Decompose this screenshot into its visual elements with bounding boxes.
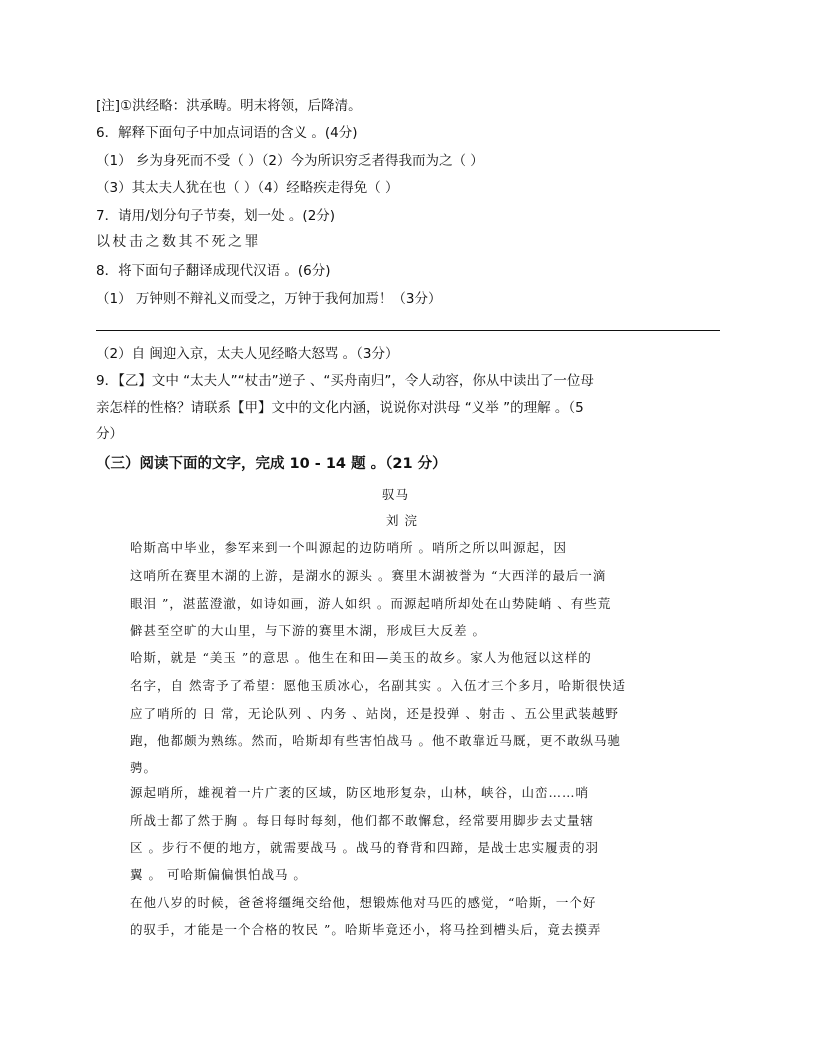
story-paragraph-1-line-2: 这哨所在赛里木湖的上游，是湖水的源头 。赛里木湖被誉为 “大西洋的最后一滴 [130, 568, 607, 583]
answer-line [96, 330, 720, 331]
story-paragraph-1-line-3: 眼泪 ”，湛蓝澄澈，如诗如画，游人如织 。而源起哨所却处在山势陡峭 、有些荒 [130, 596, 612, 611]
story-paragraph-3-line-4: 翼 。 可哈斯偏偏惧怕战马 。 [130, 867, 307, 882]
story-paragraph-3-line-2: 所战士都了然于胸 。每日每时每刻，他们都不敢懈怠，经常要用脚步去丈量辖 [130, 813, 594, 828]
question-8-item-1: （1） 万钟则不辩礼义而受之，万钟于我何加焉！（3分） [96, 291, 442, 307]
story-paragraph-1-line-1: 哈斯高中毕业，参军来到一个叫源起的边防哨所 。哨所之所以叫源起，因 [130, 540, 567, 555]
question-8-item-2: （2）自 闽迎入京，太夫人见经略大怒骂 。（3分） [96, 346, 399, 362]
question-9-line-1: 9．【乙】文中 “太夫人”“杖击”逆子 、“买舟南归”，令人动容，你从中读出了一位母 [96, 373, 594, 389]
story-paragraph-2-line-3: 应了哨所的 日 常，无论队列 、内务 、站岗，还是投弹 、射击 、五公里武装越野 [130, 706, 619, 721]
story-paragraph-4-line-2: 的驭手，才能是一个合格的牧民 ”。哈斯毕竟还小，将马拴到槽头后，竟去摸弄 [130, 922, 602, 937]
question-6-items-3-4: （3）其太夫人犹在也（ ）（4）经略疾走得免（ ） [96, 180, 399, 196]
story-paragraph-3-line-1: 源起哨所，雄视着一片广袤的区域，防区地形复杂，山林，峡谷，山峦……哨 [130, 785, 590, 800]
annotation-note: [注]①洪经略：洪承畴。明末将领，后降清。 [96, 98, 362, 114]
question-6-items-1-2: （1） 乡为身死而不受（ ）（2）今为所识穷乏者得我而为之（ ） [96, 153, 484, 169]
story-paragraph-3-line-3: 区 。步行不便的地方，就需要战马 。战马的脊背和四蹄，是战士忠实履责的羽 [130, 840, 599, 855]
section-3-heading: （三）阅读下面的文字，完成 10 - 14 题 。（21 分） [96, 456, 447, 472]
question-6: 6．解释下面句子中加点词语的含义 。(4分) [96, 125, 358, 141]
story-paragraph-4-line-1: 在他八岁的时候，爸爸将缰绳交给他，想锻炼他对马匹的感觉，“哈斯，一个好 [130, 895, 597, 910]
question-7: 7．请用/划分句子节奏，划一处 。(2分) [96, 208, 336, 224]
story-author: 刘 浣 [386, 513, 418, 528]
question-9-line-3: 分） [96, 426, 123, 442]
question-7-sentence: 以杖击之数其不死之罪 [96, 234, 261, 250]
story-paragraph-2-line-1: 哈斯，就是 “美玉 ”的意思 。他生在和田—美玉的故乡。家人为他冠以这样的 [130, 650, 592, 665]
story-title: 驭马 [382, 487, 410, 502]
question-8: 8．将下面句子翻译成现代汉语 。(6分) [96, 263, 331, 279]
question-9-line-2: 亲怎样的性格？请联系【甲】文中的文化内涵，说说你对洪母 “义举 ”的理解 。（5 [96, 400, 584, 416]
story-paragraph-2-line-4: 跑，他都颇为熟练。然而，哈斯却有些害怕战马 。他不敢靠近马厩，更不敢纵马驰 [130, 733, 621, 748]
story-paragraph-2-line-5: 骋。 [130, 760, 158, 775]
story-paragraph-1-line-4: 僻甚至空旷的大山里，与下游的赛里木湖，形成巨大反差 。 [130, 623, 486, 638]
story-paragraph-2-line-2: 名字，自 然寄予了希望：愿他玉质冰心，名副其实 。入伍才三个多月，哈斯很快适 [130, 678, 626, 693]
